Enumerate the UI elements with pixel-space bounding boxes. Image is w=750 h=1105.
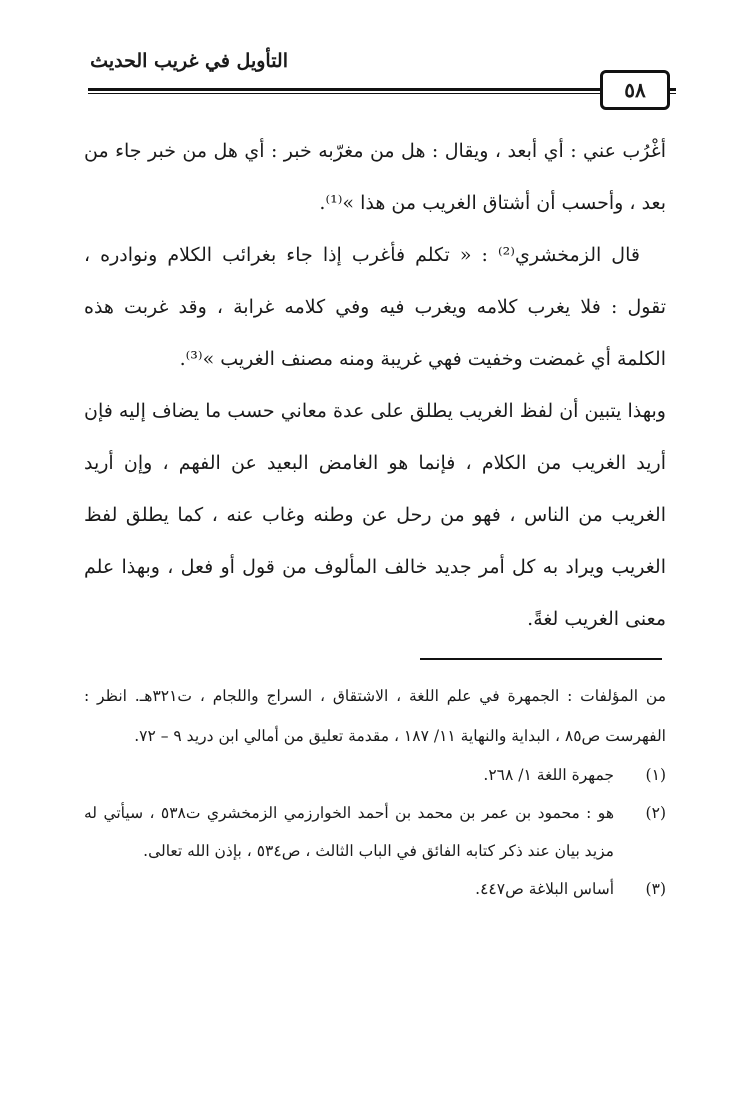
footnote-continuation: من المؤلفات : الجمهرة في علم اللغة ، الاشتقاق ، السراج واللجام ، ت٣٢١هـ. انظر : الفهرست ص٨٥ ، البداية والنهاية ١١/ ١٨٧ ، مقدمة تعليق من أمالي ابن دريد ٩ – ٧٢. bbox=[84, 687, 666, 745]
header-rule bbox=[88, 88, 676, 91]
footnote-separator bbox=[420, 658, 662, 660]
footnote-text: أساس البلاغة ص٤٤٧. bbox=[475, 880, 614, 898]
paragraph: قال الزمخشري⁽²⁾ : « تكلم فأغرب إذا جاء بغرائب الكلام ونوادره ، تقول : فلا يغرب كلامه ويغرب فيه وفي كلامه غرابة ، وقد غربت هذه الكلمة أي غمضت وخفيت فهي غريبة ومنه مصنف الغريب »⁽³⁾. bbox=[84, 244, 666, 370]
footnote-text: هو : محمود بن عمر بن محمد بن أحمد الخوارزمي الزمخشري ت٥٣٨ ، سيأتي له مزيد بيان عند ذكر كتابه الفائق في الباب الثالث ، ص٥٣٤ ، بإذن الله تعالى. bbox=[84, 804, 614, 860]
main-text bbox=[84, 125, 666, 645]
footnote-number: (٢) bbox=[645, 804, 666, 822]
paragraph: وبهذا يتبين أن لفظ الغريب يطلق على عدة معاني حسب ما يضاف إليه فإن أريد الغريب من الكلام ، فإنما هو الغامض البعيد عن الفهم ، وإن أريد الغريب من الناس ، فهو من رحل عن وطنه وغاب عنه ، كما يطلق لفظ الغريب ويراد به كل أمر جديد خالف المألوف من قول أو فعل ، وبهذا علم معنى الغريب لغةً. bbox=[84, 400, 666, 630]
footnotes bbox=[84, 676, 666, 908]
running-title: التأويل في غريب الحديث bbox=[90, 50, 288, 72]
page-number: ٥٨ bbox=[600, 70, 670, 110]
header-rule-thin bbox=[88, 93, 676, 94]
footnote-2 bbox=[84, 794, 666, 870]
footnote-1 bbox=[84, 756, 666, 794]
footnote-3 bbox=[84, 870, 666, 908]
paragraph: أغْرُب عني : أي أبعد ، ويقال : هل من مغرّبه خبر : أي هل من خبر جاء من بعد ، وأحسب أن أشتاق الغريب من هذا »⁽¹⁾. bbox=[84, 140, 666, 214]
footnote-number: (١) bbox=[645, 766, 666, 784]
footnote-number: (٣) bbox=[645, 880, 666, 898]
footnote-text: جمهرة اللغة ١/ ٢٦٨. bbox=[483, 766, 614, 784]
